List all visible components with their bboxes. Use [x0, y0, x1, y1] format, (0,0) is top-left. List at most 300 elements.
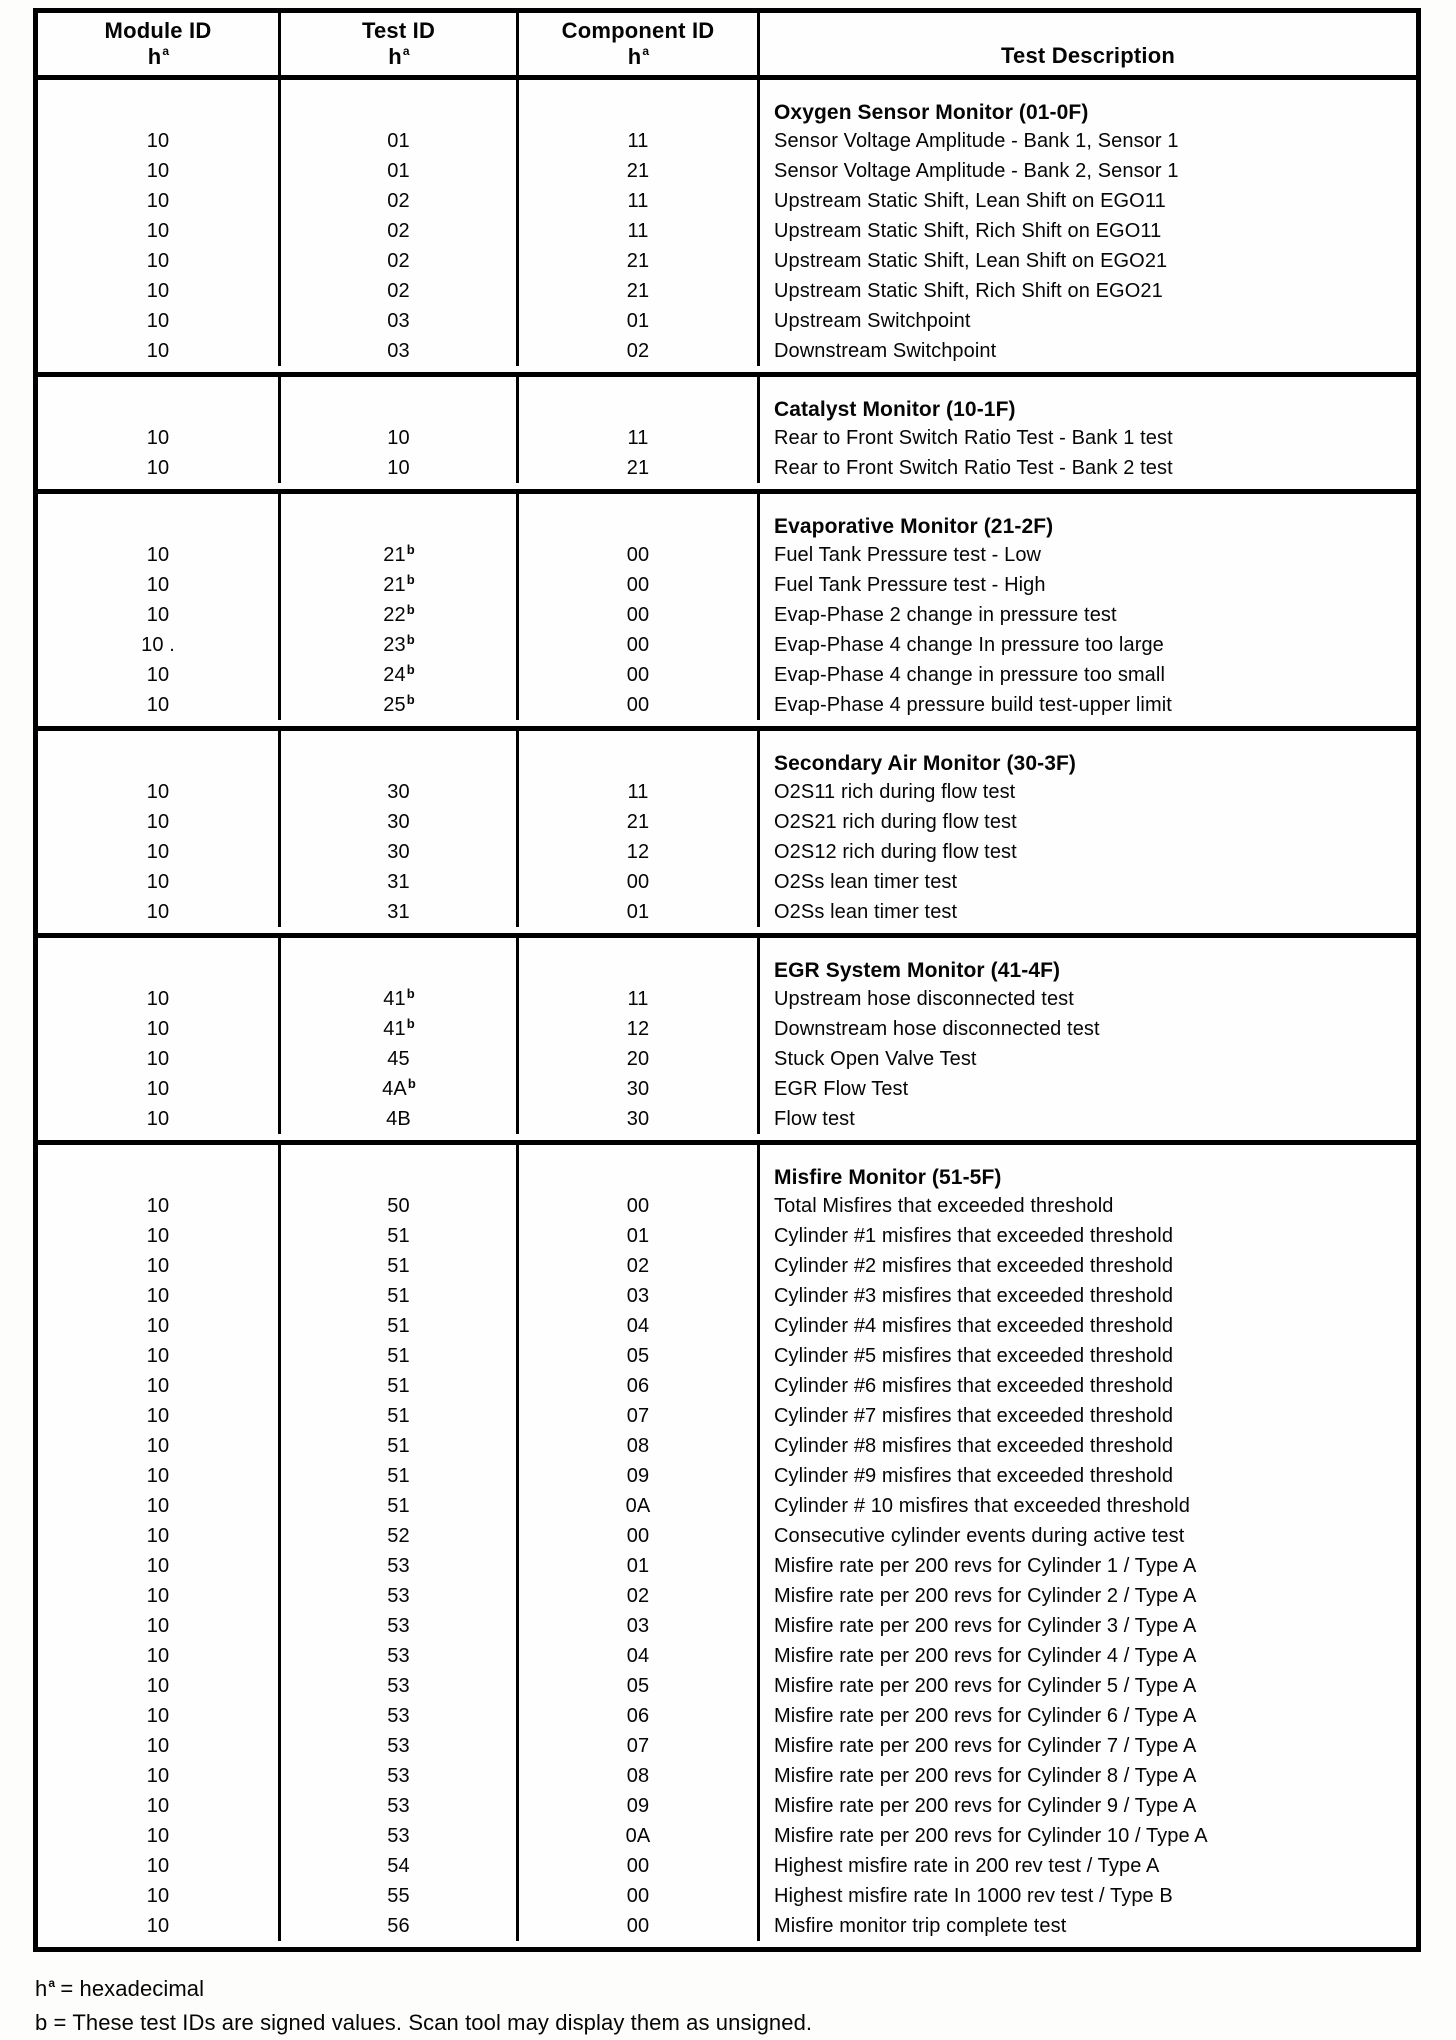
table-row — [38, 1761, 1416, 1791]
test-description-cell: Stuck Open Valve Test — [774, 1047, 977, 1070]
test-description-cell: Sensor Voltage Amplitude - Bank 1, Sensor 1 — [774, 129, 1179, 152]
table-row — [38, 306, 1416, 336]
test-id-cell: 41 $^b$ — [281, 984, 519, 1014]
table-row — [38, 1281, 1416, 1311]
test-id-cell: 51 — [281, 1401, 519, 1431]
table-row — [38, 1671, 1416, 1701]
table-row — [38, 837, 1416, 867]
component-id-cell: 21 — [519, 276, 760, 306]
table-row — [38, 1311, 1416, 1341]
test-id-cell: 51 — [281, 1431, 519, 1461]
test-id-cell: 10 — [281, 453, 519, 483]
module-id-cell: 10 — [38, 1581, 281, 1611]
section-title-row — [38, 1145, 1416, 1191]
module-id-cell: 10 — [38, 246, 281, 276]
module-id-cell: 10 — [38, 1431, 281, 1461]
component-id-cell: 06 — [519, 1371, 760, 1401]
module-id-cell: 10 — [38, 897, 281, 927]
component-id-cell: 30 — [519, 1074, 760, 1104]
component-id-cell: 09 — [519, 1791, 760, 1821]
module-id-cell — [38, 377, 281, 423]
test-id-cell: 53 — [281, 1821, 519, 1851]
component-id-cell: 11 — [519, 423, 760, 453]
test-id-cell — [281, 494, 519, 540]
signed-value-flag: b — [406, 601, 415, 617]
module-id-cell: 10 — [38, 1014, 281, 1044]
signed-value-flag: b — [406, 691, 415, 707]
signed-value-flag: b — [406, 985, 415, 1001]
test-id-cell: 53 — [281, 1671, 519, 1701]
component-id-cell: 21 — [519, 156, 760, 186]
test-id-cell: 03 — [281, 336, 519, 366]
test-description-cell: Misfire rate per 200 revs for Cylinder 9 / Type A — [774, 1794, 1197, 1817]
table-row — [38, 1521, 1416, 1551]
test-id-cell: 31 — [281, 867, 519, 897]
table-row — [38, 276, 1416, 306]
component-id-cell: 02 — [519, 1251, 760, 1281]
test-id-cell: 53 — [281, 1581, 519, 1611]
test-description-cell: Sensor Voltage Amplitude - Bank 2, Sensor 1 — [774, 159, 1179, 182]
test-id-cell: 53 — [281, 1641, 519, 1671]
test-id-cell: 02 — [281, 246, 519, 276]
component-id-cell: 0A — [519, 1491, 760, 1521]
hex-notation: $h^a$ — [627, 43, 650, 69]
module-id-cell: 10 — [38, 540, 281, 570]
monitor-section — [38, 80, 1416, 372]
test-description-cell: Upstream Switchpoint — [774, 309, 971, 332]
table-row — [38, 1074, 1416, 1104]
signed-value-flag: b — [406, 661, 415, 677]
table-row — [38, 1491, 1416, 1521]
test-id-cell: 01 — [281, 126, 519, 156]
component-id-cell: 09 — [519, 1461, 760, 1491]
table-row — [38, 1581, 1416, 1611]
test-id-cell: 55 — [281, 1881, 519, 1911]
test-id-cell — [281, 731, 519, 777]
module-id-cell: 10 — [38, 186, 281, 216]
test-id-cell: 31 — [281, 897, 519, 927]
test-description-cell: Rear to Front Switch Ratio Test - Bank 1 test — [774, 426, 1173, 449]
test-description-cell: O2S21 rich during flow test — [774, 810, 1017, 833]
module-id-cell: 10 — [38, 867, 281, 897]
signed-value-flag: b — [406, 541, 415, 557]
component-id-cell: 21 — [519, 453, 760, 483]
table-row — [38, 630, 1416, 660]
table-row — [38, 1911, 1416, 1941]
section-title-row — [38, 377, 1416, 423]
test-description-cell: Misfire monitor trip complete test — [774, 1914, 1067, 1937]
component-id-cell: 11 — [519, 984, 760, 1014]
module-id-cell: 10 — [38, 1671, 281, 1701]
table-row — [38, 156, 1416, 186]
test-description-cell: Upstream Static Shift, Rich Shift on EGO11 — [774, 219, 1162, 242]
table-row — [38, 1371, 1416, 1401]
table-row — [38, 690, 1416, 720]
test-id-cell: 51 — [281, 1251, 519, 1281]
test-description-cell: Cylinder #9 misfires that exceeded threshold — [774, 1464, 1174, 1487]
test-description-cell: Cylinder # 10 misfires that exceeded threshold — [774, 1494, 1190, 1517]
test-description-cell: O2Ss lean timer test — [774, 870, 958, 893]
table-row — [38, 1401, 1416, 1431]
component-id-cell: 11 — [519, 216, 760, 246]
test-description-cell: Upstream hose disconnected test — [774, 987, 1074, 1010]
module-id-cell — [38, 80, 281, 126]
test-description-cell: Misfire rate per 200 revs for Cylinder 2 / Type A — [774, 1584, 1197, 1607]
module-id-cell: 10 — [38, 1821, 281, 1851]
test-id-cell: 50 — [281, 1191, 519, 1221]
module-id-cell: 10 — [38, 1491, 281, 1521]
component-id-cell: 01 — [519, 897, 760, 927]
column-header-label: Test ID — [361, 18, 436, 44]
module-id-cell: 10 — [38, 690, 281, 720]
module-id-cell: 10 — [38, 570, 281, 600]
module-id-cell — [38, 1145, 281, 1191]
module-id-cell: 10 — [38, 1221, 281, 1251]
test-description-cell: Upstream Static Shift, Rich Shift on EGO21 — [774, 279, 1163, 302]
table-header-row — [38, 13, 1416, 80]
section-title-row — [38, 731, 1416, 777]
component-id-cell: 21 — [519, 807, 760, 837]
component-id-cell: 05 — [519, 1671, 760, 1701]
module-id-cell — [38, 494, 281, 540]
module-id-cell: 10 — [38, 1401, 281, 1431]
test-id-cell: 53 — [281, 1791, 519, 1821]
column-header-label: Test Description — [1001, 43, 1175, 69]
module-id-cell: 10 — [38, 1851, 281, 1881]
hex-notation: $h^a$ — [147, 43, 170, 69]
test-description-cell: Total Misfires that exceeded threshold — [774, 1194, 1114, 1217]
test-description-cell: Evap-Phase 2 change in pressure test — [774, 603, 1117, 626]
test-id-cell — [281, 80, 519, 126]
test-id-cell: 53 — [281, 1611, 519, 1641]
test-description-cell: Consecutive cylinder events during active test — [774, 1524, 1185, 1547]
column-header-test-id — [281, 13, 519, 75]
test-description-cell: Cylinder #2 misfires that exceeded threshold — [774, 1254, 1174, 1277]
component-id-cell: 0A — [519, 1821, 760, 1851]
table-row — [38, 1044, 1416, 1074]
table-row — [38, 1821, 1416, 1851]
test-description-cell: Rear to Front Switch Ratio Test - Bank 2 test — [774, 456, 1173, 479]
test-id-cell: 02 — [281, 186, 519, 216]
test-description-cell: Misfire rate per 200 revs for Cylinder 5 / Type A — [774, 1674, 1197, 1697]
component-id-cell: 00 — [519, 1911, 760, 1941]
test-id-cell: 02 — [281, 276, 519, 306]
module-id-cell: 10 — [38, 1371, 281, 1401]
footnotes — [35, 1972, 812, 2040]
module-id-cell: 10 — [38, 837, 281, 867]
test-description-cell: Misfire rate per 200 revs for Cylinder 6 / Type A — [774, 1704, 1197, 1727]
component-id-cell: 03 — [519, 1281, 760, 1311]
test-id-cell: 51 — [281, 1281, 519, 1311]
test-description-cell: Flow test — [774, 1107, 855, 1130]
test-id-cell: 4B — [281, 1104, 519, 1134]
test-id-cell: 30 — [281, 777, 519, 807]
table-row — [38, 1641, 1416, 1671]
module-id-cell: 10 — [38, 1461, 281, 1491]
component-id-cell: 00 — [519, 600, 760, 630]
module-id-cell: 10 — [38, 126, 281, 156]
module-id-cell: 10 — [38, 1791, 281, 1821]
component-id-cell: 01 — [519, 1221, 760, 1251]
module-id-cell: 10 — [38, 1191, 281, 1221]
test-description-cell: Cylinder #8 misfires that exceeded threshold — [774, 1434, 1174, 1457]
test-description-cell: Misfire rate per 200 revs for Cylinder 3 / Type A — [774, 1614, 1197, 1637]
component-id-cell: 11 — [519, 777, 760, 807]
test-id-cell: 45 — [281, 1044, 519, 1074]
component-id-cell: 01 — [519, 1551, 760, 1581]
module-id-cell: 10 — [38, 1761, 281, 1791]
table-row — [38, 1341, 1416, 1371]
test-id-cell: 30 — [281, 837, 519, 867]
table-row — [38, 807, 1416, 837]
section-title: Catalyst Monitor (10-1F) — [774, 398, 1016, 421]
diagnostic-test-id-table — [33, 8, 1421, 1952]
monitor-section — [38, 372, 1416, 489]
module-id-cell: 10 — [38, 600, 281, 630]
test-id-cell: 24 $^b$ — [281, 660, 519, 690]
module-id-cell: 10 — [38, 1104, 281, 1134]
test-id-cell — [281, 377, 519, 423]
table-row — [38, 186, 1416, 216]
column-header-component-id — [519, 13, 760, 75]
table-row — [38, 1251, 1416, 1281]
test-id-cell: 10 — [281, 423, 519, 453]
module-id-cell: 10 — [38, 777, 281, 807]
table-row — [38, 1191, 1416, 1221]
component-id-cell: 00 — [519, 690, 760, 720]
component-id-cell: 00 — [519, 1851, 760, 1881]
component-id-cell: 00 — [519, 867, 760, 897]
component-id-cell: 12 — [519, 837, 760, 867]
section-title-row — [38, 494, 1416, 540]
test-description-cell: Evap-Phase 4 pressure build test-upper limit — [774, 693, 1172, 716]
test-description-cell: EGR Flow Test — [774, 1077, 909, 1100]
module-id-cell: 10 — [38, 1731, 281, 1761]
component-id-cell: 20 — [519, 1044, 760, 1074]
test-id-cell: 21 $^b$ — [281, 570, 519, 600]
table-row — [38, 1461, 1416, 1491]
table-row — [38, 1551, 1416, 1581]
component-id-cell: 08 — [519, 1431, 760, 1461]
table-sections — [38, 80, 1416, 1947]
module-id-cell: 10 — [38, 1641, 281, 1671]
signed-value-flag: b — [406, 571, 415, 587]
module-id-cell: 10 — [38, 1911, 281, 1941]
section-title-row — [38, 938, 1416, 984]
table-row — [38, 453, 1416, 483]
test-description-cell: Cylinder #6 misfires that exceeded threshold — [774, 1374, 1174, 1397]
component-id-cell: 11 — [519, 186, 760, 216]
test-description-cell: Cylinder #5 misfires that exceeded threshold — [774, 1344, 1174, 1367]
table-row — [38, 216, 1416, 246]
table-row — [38, 600, 1416, 630]
module-id-cell: 10 — [38, 1311, 281, 1341]
module-id-cell: 10 — [38, 1521, 281, 1551]
table-row — [38, 777, 1416, 807]
component-id-cell — [519, 1145, 760, 1191]
component-id-cell — [519, 494, 760, 540]
test-id-cell: 21 $^b$ — [281, 540, 519, 570]
test-description-cell: Cylinder #1 misfires that exceeded threshold — [774, 1224, 1174, 1247]
column-header-test-description — [760, 13, 1416, 75]
module-id-cell: 10 — [38, 336, 281, 366]
test-id-cell: 22 $^b$ — [281, 600, 519, 630]
signed-value-flag: b — [406, 631, 415, 647]
module-id-cell: 10 — [38, 660, 281, 690]
table-row — [38, 1611, 1416, 1641]
test-description-cell: Evap-Phase 4 change In pressure too large — [774, 633, 1164, 656]
test-id-cell: 41 $^b$ — [281, 1014, 519, 1044]
component-id-cell: 01 — [519, 306, 760, 336]
table-row — [38, 1731, 1416, 1761]
monitor-section — [38, 933, 1416, 1140]
table-row — [38, 1104, 1416, 1134]
module-id-cell: 10 — [38, 276, 281, 306]
table-row — [38, 570, 1416, 600]
section-title: Secondary Air Monitor (30-3F) — [774, 752, 1076, 775]
component-id-cell: 05 — [519, 1341, 760, 1371]
test-description-cell: O2S11 rich during flow test — [774, 780, 1016, 803]
table-row — [38, 897, 1416, 927]
signed-value-flag: b — [407, 1075, 416, 1091]
table-row — [38, 1851, 1416, 1881]
section-title: Evaporative Monitor (21-2F) — [774, 515, 1054, 538]
component-id-cell: 00 — [519, 1191, 760, 1221]
section-title-row — [38, 80, 1416, 126]
section-title: Oxygen Sensor Monitor (01-0F) — [774, 101, 1089, 124]
module-id-cell: 10 — [38, 1074, 281, 1104]
test-id-cell: 52 — [281, 1521, 519, 1551]
test-id-cell — [281, 938, 519, 984]
module-id-cell — [38, 938, 281, 984]
module-id-cell: 10 . — [38, 630, 281, 660]
module-id-cell: 10 — [38, 1044, 281, 1074]
column-header-label: Module ID — [104, 18, 212, 44]
table-row — [38, 867, 1416, 897]
test-description-cell: Misfire rate per 200 revs for Cylinder 4 / Type A — [774, 1644, 1197, 1667]
test-description-cell: Cylinder #4 misfires that exceeded threshold — [774, 1314, 1174, 1337]
component-id-cell: 00 — [519, 1881, 760, 1911]
test-description-cell: Upstream Static Shift, Lean Shift on EGO21 — [774, 249, 1168, 272]
test-description-cell: Misfire rate per 200 revs for Cylinder 8 / Type A — [774, 1764, 1197, 1787]
test-id-cell: 4A $^b$ — [281, 1074, 519, 1104]
module-id-cell: 10 — [38, 156, 281, 186]
test-description-cell: Evap-Phase 4 change in pressure too small — [774, 663, 1165, 686]
section-title: EGR System Monitor (41-4F) — [774, 959, 1061, 982]
test-id-cell: 51 — [281, 1311, 519, 1341]
component-id-cell: 04 — [519, 1641, 760, 1671]
table-row — [38, 246, 1416, 276]
column-header-module-id — [38, 13, 281, 75]
test-description-cell: Misfire rate per 200 revs for Cylinder 1 / Type A — [774, 1554, 1197, 1577]
test-id-cell: 51 — [281, 1491, 519, 1521]
table-row — [38, 1791, 1416, 1821]
test-id-cell: 53 — [281, 1761, 519, 1791]
test-description-cell: O2S12 rich during flow test — [774, 840, 1017, 863]
test-id-cell: 25 $^b$ — [281, 690, 519, 720]
test-id-cell: 51 — [281, 1461, 519, 1491]
component-id-cell: 08 — [519, 1761, 760, 1791]
table-row — [38, 1701, 1416, 1731]
footnote-signed-values: b = These test IDs are signed values. Scan tool may display them as unsigned. — [35, 2010, 813, 2036]
component-id-cell: 12 — [519, 1014, 760, 1044]
test-description-cell: Downstream Switchpoint — [774, 339, 997, 362]
module-id-cell — [38, 731, 281, 777]
component-id-cell — [519, 377, 760, 423]
component-id-cell: 00 — [519, 540, 760, 570]
test-id-cell: 01 — [281, 156, 519, 186]
module-id-cell: 10 — [38, 1551, 281, 1581]
test-description-cell: Cylinder #7 misfires that exceeded threshold — [774, 1404, 1174, 1427]
test-id-cell: 30 — [281, 807, 519, 837]
test-description-cell: Misfire rate per 200 revs for Cylinder 7 / Type A — [774, 1734, 1197, 1757]
component-id-cell — [519, 80, 760, 126]
table-row — [38, 984, 1416, 1014]
test-id-cell: 51 — [281, 1371, 519, 1401]
test-description-cell: Upstream Static Shift, Lean Shift on EGO11 — [774, 189, 1166, 212]
test-description-cell: O2Ss lean timer test — [774, 900, 958, 923]
component-id-cell: 30 — [519, 1104, 760, 1134]
component-id-cell: 02 — [519, 336, 760, 366]
test-description-cell: Highest misfire rate in 200 rev test / Type A — [774, 1854, 1160, 1877]
component-id-cell: 03 — [519, 1611, 760, 1641]
module-id-cell: 10 — [38, 807, 281, 837]
test-id-cell: 53 — [281, 1701, 519, 1731]
table-row — [38, 423, 1416, 453]
module-id-cell: 10 — [38, 1611, 281, 1641]
table-row — [38, 126, 1416, 156]
table-row — [38, 660, 1416, 690]
component-id-cell: 00 — [519, 1521, 760, 1551]
table-row — [38, 1014, 1416, 1044]
component-id-cell: 07 — [519, 1731, 760, 1761]
table-row — [38, 1881, 1416, 1911]
module-id-cell: 10 — [38, 216, 281, 246]
test-id-cell: 53 — [281, 1551, 519, 1581]
column-header-label: Component ID — [561, 18, 715, 44]
monitor-section — [38, 489, 1416, 726]
test-id-cell: 51 — [281, 1341, 519, 1371]
module-id-cell: 10 — [38, 453, 281, 483]
test-id-cell — [281, 1145, 519, 1191]
component-id-cell — [519, 938, 760, 984]
component-id-cell: 04 — [519, 1311, 760, 1341]
module-id-cell: 10 — [38, 1281, 281, 1311]
module-id-cell: 10 — [38, 984, 281, 1014]
module-id-cell: 10 — [38, 1881, 281, 1911]
test-description-cell: Highest misfire rate In 1000 rev test / Type B — [774, 1884, 1173, 1907]
module-id-cell: 10 — [38, 423, 281, 453]
test-description-cell: Cylinder #3 misfires that exceeded threshold — [774, 1284, 1174, 1307]
module-id-cell: 10 — [38, 306, 281, 336]
test-id-cell: 02 — [281, 216, 519, 246]
component-id-cell: 00 — [519, 630, 760, 660]
section-title: Misfire Monitor (51-5F) — [774, 1166, 1002, 1189]
component-id-cell: 11 — [519, 126, 760, 156]
test-id-cell: 56 — [281, 1911, 519, 1941]
component-id-cell: 00 — [519, 660, 760, 690]
component-id-cell — [519, 731, 760, 777]
test-id-cell: 03 — [281, 306, 519, 336]
signed-value-flag: b — [406, 1015, 415, 1031]
table-row — [38, 1221, 1416, 1251]
monitor-section — [38, 726, 1416, 933]
test-id-cell: 51 — [281, 1221, 519, 1251]
component-id-cell: 00 — [519, 570, 760, 600]
module-id-cell: 10 — [38, 1701, 281, 1731]
module-id-cell: 10 — [38, 1251, 281, 1281]
table-row — [38, 336, 1416, 366]
